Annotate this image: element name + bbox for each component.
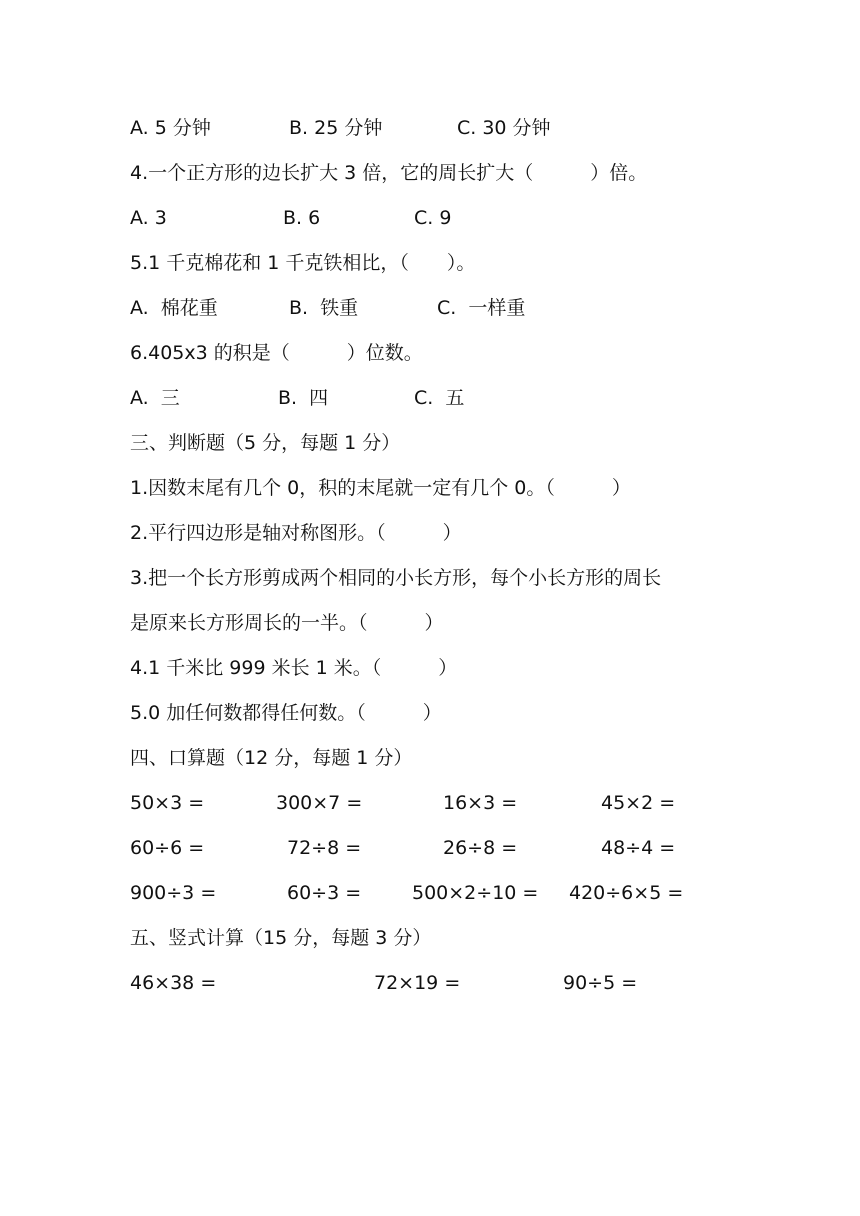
- q3-option-b: B. 25 分钟: [289, 117, 383, 139]
- vertical-calc-1: 46×38 =: [130, 972, 217, 994]
- calc-3-1: 900÷3 =: [130, 882, 217, 904]
- section4-title: 四、口算题（12 分，每题 1 分）: [130, 747, 413, 769]
- calc-1-4: 45×2 =: [601, 792, 676, 814]
- judge-item-1: 1.因数末尾有几个 0，积的末尾就一定有几个 0。（ ）: [130, 477, 631, 499]
- judge-item-3-line-1: 3.把一个长方形剪成两个相同的小长方形，每个小长方形的周长: [130, 567, 662, 589]
- judge-item-2: 2.平行四边形是轴对称图形。（ ）: [130, 522, 462, 544]
- calc-2-1: 60÷6 =: [130, 837, 205, 859]
- calc-1-2: 300×7 =: [276, 792, 363, 814]
- vertical-calc-2: 72×19 =: [374, 972, 461, 994]
- q5-option-c: C. 一样重: [437, 297, 526, 319]
- calc-3-4: 420÷6×5 =: [569, 882, 684, 904]
- q6-option-c: C. 五: [414, 387, 465, 409]
- calc-2-4: 48÷4 =: [601, 837, 676, 859]
- calc-2-2: 72÷8 =: [287, 837, 362, 859]
- judge-item-4: 4.1 千米比 999 米长 1 米。（ ）: [130, 657, 458, 679]
- q4-stem: 4.一个正方形的边长扩大 3 倍，它的周长扩大（ ）倍。: [130, 162, 648, 184]
- calc-1-1: 50×3 =: [130, 792, 205, 814]
- q6-stem: 6.405x3 的积是（ ）位数。: [130, 342, 423, 364]
- judge-item-3-line-2: 是原来长方形周长的一半。（ ）: [130, 612, 444, 634]
- q6-option-b: B. 四: [278, 387, 329, 409]
- q5-stem: 5.1 千克棉花和 1 千克铁相比，（ ）。: [130, 252, 476, 274]
- q3-option-c: C. 30 分钟: [457, 117, 551, 139]
- q5-option-b: B. 铁重: [289, 297, 359, 319]
- calc-3-2: 60÷3 =: [287, 882, 362, 904]
- q4-option-a: A. 3: [130, 207, 167, 229]
- section5-title: 五、竖式计算（15 分，每题 3 分）: [130, 927, 432, 949]
- calc-2-3: 26÷8 =: [443, 837, 518, 859]
- section3-title: 三、判断题（5 分，每题 1 分）: [130, 432, 401, 454]
- judge-item-5: 5.0 加任何数都得任何数。（ ）: [130, 702, 442, 724]
- vertical-calc-3: 90÷5 =: [563, 972, 638, 994]
- q3-option-a: A. 5 分钟: [130, 117, 211, 139]
- calc-3-3: 500×2÷10 =: [412, 882, 539, 904]
- q4-option-b: B. 6: [283, 207, 321, 229]
- calc-1-3: 16×3 =: [443, 792, 518, 814]
- q6-option-a: A. 三: [130, 387, 180, 409]
- q4-option-c: C. 9: [414, 207, 452, 229]
- q5-option-a: A. 棉花重: [130, 297, 218, 319]
